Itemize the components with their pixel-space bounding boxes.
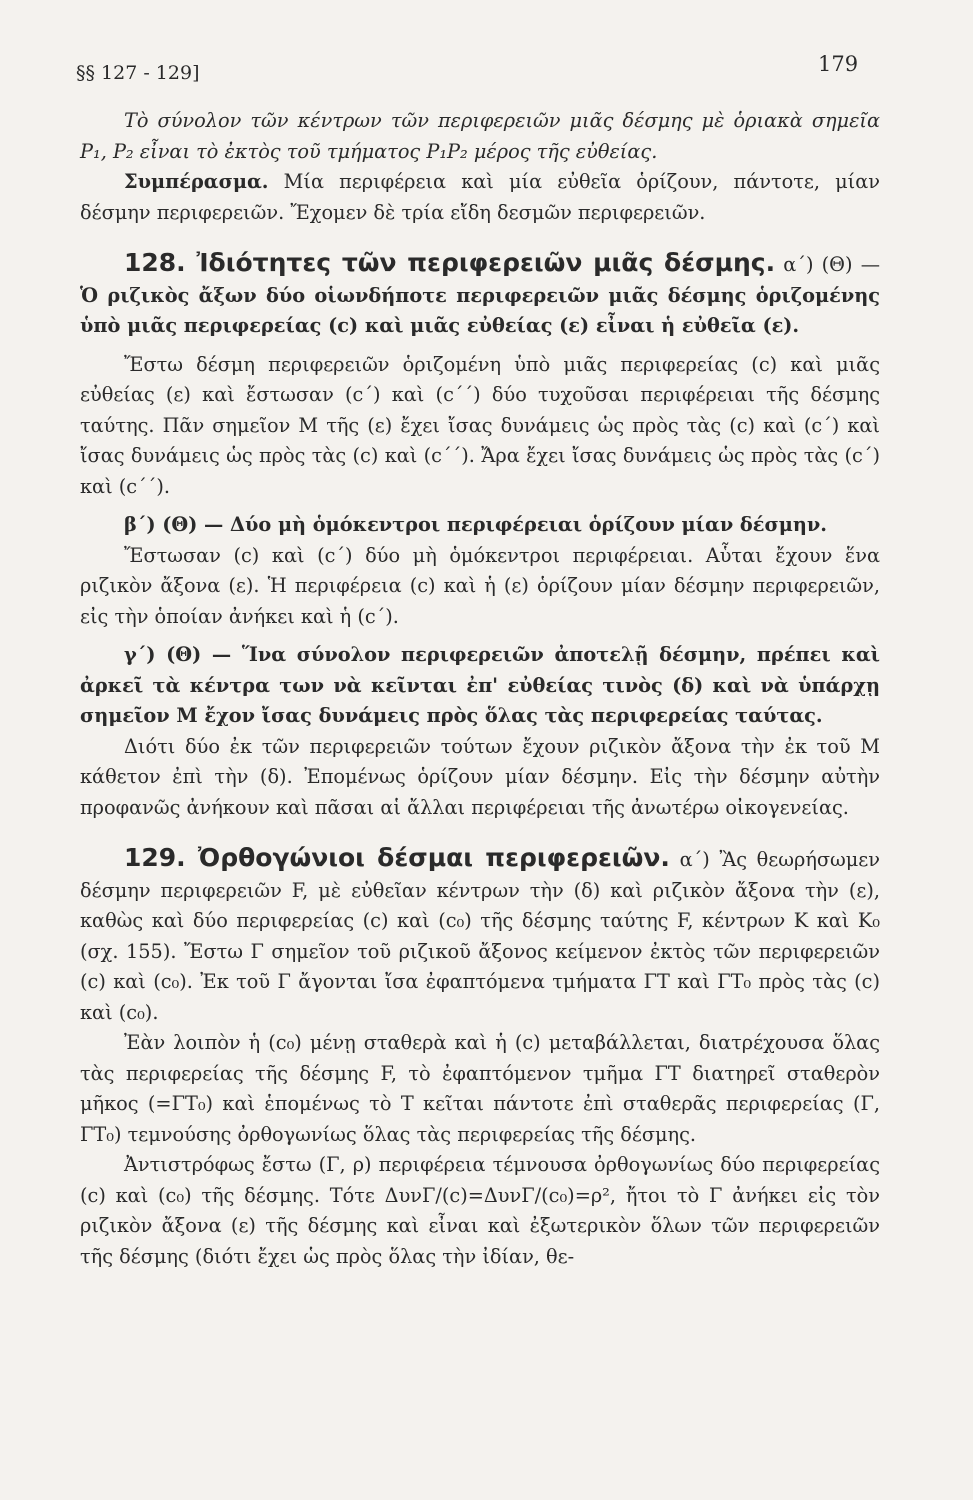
theorem-alpha-proof: Ἔστω δέσμη περιφερειῶν ὁριζομένη ὑπὸ μιᾶς περιφερείας (c) καὶ μιᾶς εὐθείας (ε) καὶ ἔστωσαν (c΄) καὶ (c΄΄) δύο τυχοῦσαι περιφέρειαι τῆς δέσμης ταύτης. Πᾶν σημεῖον Μ τῆς (ε) ἔχει ἴσας δυνάμεις ὡς πρὸς τὰς (c) καὶ (c΄) καὶ ἴσας δυνάμεις ὡς πρὸς τὰς (c) καὶ (c΄΄). Ἄρα ἔχει ἴσας δυνάμεις ὡς πρὸς τὰς (c΄) καὶ (c΄΄). [80,352,880,498]
theorem-alpha-statement: Ὁ ριζικὸς ἄξων δύο οἱωνδήποτε περιφερειῶν μιᾶς δέσμης ὁριζομένης ὑπὸ μιᾶς περιφερείας (c) καὶ μιᾶς εὐθείας (ε) εἶναι ἡ εὐθεῖα (ε). [80,283,880,337]
theorem-alpha-label: α΄) (Θ) — [775,253,880,276]
conclusion-paragraph [80,167,880,228]
conclusion-text: Μία περιφέρεια καὶ μία εὐθεῖα ὁρίζουν, πάντοτε, μίαν δέσμην περιφερειῶν. Ἔχομεν δὲ τρία εἴδη δεσμῶν περιφερειῶν. [80,170,880,224]
section-129-paragraph-2: Ἐὰν λοιπὸν ἡ (c₀) μένῃ σταθερὰ καὶ ἡ (c) μεταβάλλεται, διατρέχουσα ὅλας τὰς περιφερείας τῆς δέσμης F, τὸ ἐφαπτόμενον τμῆμα ΓΤ διατηρεῖ σταθερὸν μῆκος (=ΓΤ₀) καὶ ἑπομένως τὸ Τ κεῖται πάντοτε ἐπὶ σταθερᾶς περιφερείας (Γ, ΓΤ₀) τεμνούσης ὀρθογωνίως ὅλας τὰς περιφερείας τῆς δέσμης. [80,1031,880,1146]
section-129-paragraph [80,843,880,1028]
section-range-header: §§ 127 - 129] [76,62,200,84]
section-128-paragraph [80,248,880,342]
theorem-beta-statement: β΄) (Θ) — Δύο μὴ ὁμόκεντροι περιφέρειαι ὁρίζουν μίαν δέσμην. [124,513,827,536]
theorem-beta-proof: Ἔστωσαν (c) καὶ (c΄) δύο μὴ ὁμόκεντροι περιφέρειαι. Αὗται ἔχουν ἕνα ριζικὸν ἄξονα (ε). Ἡ περιφέρεια (c) καὶ ἡ (ε) ὁρίζουν μίαν δέσμην περιφερειῶν, εἰς τὴν ὁποίαν ἀνήκει καὶ ἡ (c΄). [80,543,880,628]
section-129-heading: 129. Ὀρθογώνιοι δέσμαι περιφερειῶν. [124,843,670,872]
section-128-heading: 128. Ἰδιότητες τῶν περιφερειῶν μιᾶς δέσμης. [124,248,776,277]
page-body [80,106,880,1272]
theorem-gamma-proof: Διότι δύο ἐκ τῶν περιφερειῶν τούτων ἔχουν ριζικὸν ἄξονα τὴν ἐκ τοῦ Μ κάθετον ἐπὶ τὴν (δ). Ἐπομένως ὁρίζουν μίαν δέσμην. Εἰς τὴν δέσμην αὐτὴν προφανῶς ἀνήκουν καὶ πᾶσαι αἱ ἄλλαι περιφέρειαι τῆς ἀνωτέρω οἰκογενείας. [80,734,880,819]
corollary-paragraph: Τὸ σύνολον τῶν κέντρων τῶν περιφερειῶν μιᾶς δέσμης μὲ ὁριακὰ σημεῖα P₁, P₂ εἶναι τὸ ἐκτὸς τοῦ τμήματος P₁P₂ μέρος τῆς εὐθείας. [80,109,880,163]
section-129-paragraph-3: Ἀντιστρόφως ἔστω (Γ, ρ) περιφέρεια τέμνουσα ὀρθογωνίως δύο περιφερείας (c) καὶ (c₀) τῆς δέσμης. Τότε ΔυνΓ/(c)=ΔυνΓ/(c₀)=ρ², ἤτοι τὸ Γ ἀνήκει εἰς τὸν ριζικὸν ἄξονα (ε) τῆς δέσμης καὶ εἶναι καὶ ἐξωτερικὸν ὅλων τῶν περιφερειῶν τῆς δέσμης (διότι ἔχει ὡς πρὸς ὅλας τὴν ἰδίαν, θε- [80,1153,880,1268]
conclusion-label: Συμπέρασμα. [124,170,269,193]
page-number: 179 [818,52,859,76]
theorem-gamma-statement: γ΄) (Θ) — Ἵνα σύνολον περιφερειῶν ἀποτελῇ δέσμην, πρέπει καὶ ἀρκεῖ τὰ κέντρα των νὰ κεῖνται ἐπ' εὐθείας τινὸς (δ) καὶ νὰ ὑπάρχῃ σημεῖον Μ ἔχον ἴσας δυνάμεις πρὸς ὅλας τὰς περιφερείας ταύτας. [80,643,880,727]
section-129-intro: α΄) Ἂς θεωρήσωμεν δέσμην περιφερειῶν F, μὲ εὐθεῖαν κέντρων τὴν (δ) καὶ ριζικὸν ἄξονα τὴν (ε), καθὼς καὶ δύο περιφερείας (c) καὶ (c₀) τῆς δέσμης ταύτης F, κέντρων Κ καὶ Κ₀ (σχ. 155). Ἔστω Γ σημεῖον τοῦ ριζικοῦ ἄξονος κείμενον ἐκτὸς τῶν περιφερειῶν (c) καὶ (c₀). Ἐκ τοῦ Γ ἄγονται ἴσα ἐφαπτόμενα τμήματα ΓΤ καὶ ΓΤ₀ πρὸς τὰς (c) καὶ (c₀). [80,848,880,1024]
